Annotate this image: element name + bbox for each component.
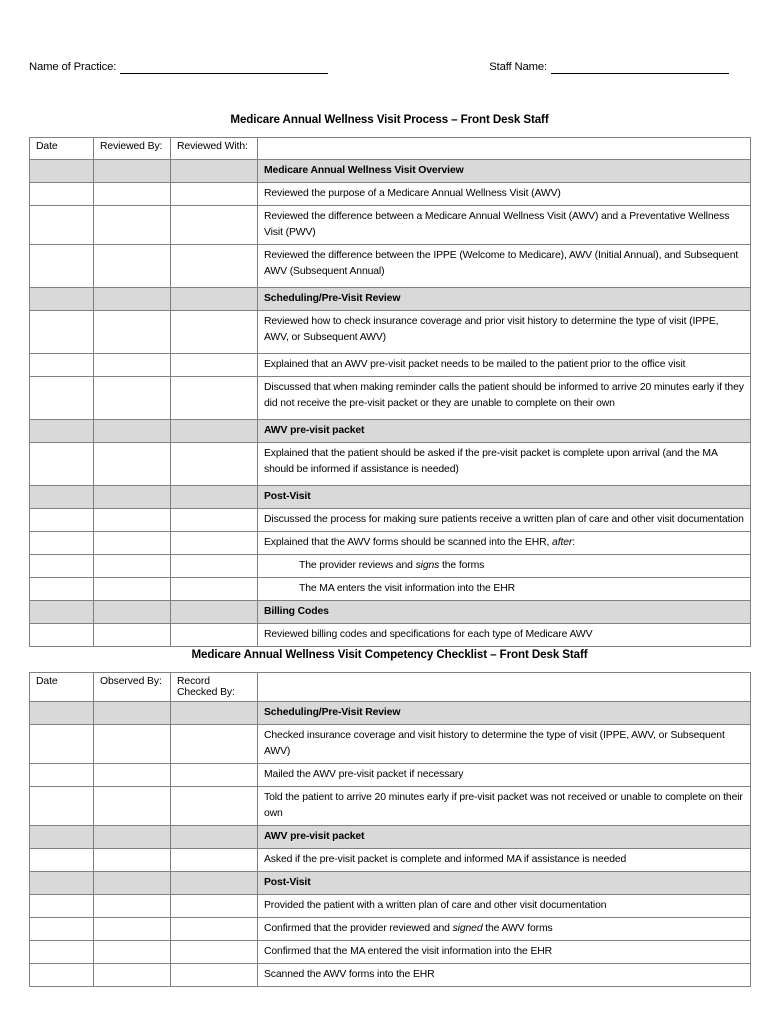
competency-with-cell-9[interactable] xyxy=(171,941,258,964)
competency-date-cell-9[interactable] xyxy=(30,941,94,964)
process-item-text: The MA enters the visit information into the EHR xyxy=(258,578,751,601)
process-by-cell-9[interactable] xyxy=(94,443,171,486)
process-with-cell-13[interactable] xyxy=(171,555,258,578)
identification-line xyxy=(29,60,741,74)
competency-date-cell-3[interactable] xyxy=(30,787,94,826)
competency-date-cell-7[interactable] xyxy=(30,895,94,918)
process-date-cell-16[interactable] xyxy=(30,624,94,647)
competency-column-header-0: Date xyxy=(30,673,94,702)
process-by-cell-14[interactable] xyxy=(94,578,171,601)
process-by-cell-6[interactable] xyxy=(94,354,171,377)
process-item-row xyxy=(30,206,751,245)
competency-table xyxy=(29,672,751,987)
process-item-text: Reviewed billing codes and specifications for each type of Medicare AWV xyxy=(258,624,751,647)
competency-column-header-1: Observed By: xyxy=(94,673,171,702)
competency-item-text: Told the patient to arrive 20 minutes early if pre-visit packet was not received or unable to complete on their own xyxy=(258,787,751,826)
process-date-cell-11[interactable] xyxy=(30,509,94,532)
competency-item-text: Scanned the AWV forms into the EHR xyxy=(258,964,751,987)
competency-table-body xyxy=(30,673,751,987)
process-with-cell-9[interactable] xyxy=(171,443,258,486)
competency-with-cell-10[interactable] xyxy=(171,964,258,987)
process-with-cell-1[interactable] xyxy=(171,183,258,206)
process-item-row xyxy=(30,624,751,647)
competency-item-row xyxy=(30,918,751,941)
process-item-text: Discussed the process for making sure patients receive a written plan of care and other visit documentation xyxy=(258,509,751,532)
competency-section-row xyxy=(30,826,751,849)
process-by-cell-12[interactable] xyxy=(94,532,171,555)
competency-with-cell-1[interactable] xyxy=(171,725,258,764)
competency-item-row xyxy=(30,764,751,787)
competency-date-cell-1[interactable] xyxy=(30,725,94,764)
competency-item-row xyxy=(30,964,751,987)
process-by-cell-11[interactable] xyxy=(94,509,171,532)
competency-item-text: Confirmed that the provider reviewed and signed the AWV forms xyxy=(258,918,751,941)
competency-section-row xyxy=(30,872,751,895)
competency-section-label: Post-Visit xyxy=(258,872,751,895)
process-with-cell-11[interactable] xyxy=(171,509,258,532)
staff-name-field[interactable] xyxy=(489,60,729,74)
process-with-cell-8[interactable] xyxy=(171,420,258,443)
competency-date-cell-0[interactable] xyxy=(30,702,94,725)
process-section-row xyxy=(30,288,751,311)
process-section-row xyxy=(30,160,751,183)
process-by-cell-8[interactable] xyxy=(94,420,171,443)
process-item-row xyxy=(30,245,751,288)
process-section-label: Scheduling/Pre-Visit Review xyxy=(258,288,751,311)
competency-by-cell-2[interactable] xyxy=(94,764,171,787)
process-date-cell-6[interactable] xyxy=(30,354,94,377)
process-column-header-3 xyxy=(258,138,751,160)
competency-section-label: AWV pre-visit packet xyxy=(258,826,751,849)
competency-date-cell-5[interactable] xyxy=(30,849,94,872)
competency-item-text: Confirmed that the MA entered the visit information into the EHR xyxy=(258,941,751,964)
process-date-cell-12[interactable] xyxy=(30,532,94,555)
practice-name-label: Name of Practice: xyxy=(29,61,117,73)
process-date-cell-15[interactable] xyxy=(30,601,94,624)
process-with-cell-3[interactable] xyxy=(171,245,258,288)
process-by-cell-2[interactable] xyxy=(94,206,171,245)
process-item-row xyxy=(30,578,751,601)
competency-item-row xyxy=(30,941,751,964)
process-item-row xyxy=(30,377,751,420)
process-section-row xyxy=(30,420,751,443)
competency-section-label: Scheduling/Pre-Visit Review xyxy=(258,702,751,725)
process-with-cell-2[interactable] xyxy=(171,206,258,245)
process-item-text: Reviewed how to check insurance coverage and prior visit history to determine the type of visit (IPPE, AWV, or Subsequent AWV) xyxy=(258,311,751,354)
process-item-text: Discussed that when making reminder calls the patient should be informed to arrive 20 minutes early if they did not receive the pre-visit packet or they are unable to complete on their own xyxy=(258,377,751,420)
competency-by-cell-1[interactable] xyxy=(94,725,171,764)
process-section-title: Medicare Annual Wellness Visit Process – Front Desk Staff xyxy=(230,113,549,126)
competency-with-cell-4[interactable] xyxy=(171,826,258,849)
process-by-cell-0[interactable] xyxy=(94,160,171,183)
competency-item-text: Checked insurance coverage and visit history to determine the type of visit (IPPE, AWV, or Subsequent AWV) xyxy=(258,725,751,764)
process-section-row xyxy=(30,601,751,624)
process-item-row xyxy=(30,509,751,532)
process-with-cell-4[interactable] xyxy=(171,288,258,311)
process-item-row xyxy=(30,183,751,206)
process-section-row xyxy=(30,486,751,509)
process-date-cell-3[interactable] xyxy=(30,245,94,288)
process-date-cell-2[interactable] xyxy=(30,206,94,245)
process-with-cell-10[interactable] xyxy=(171,486,258,509)
process-by-cell-7[interactable] xyxy=(94,377,171,420)
competency-by-cell-5[interactable] xyxy=(94,849,171,872)
process-with-cell-7[interactable] xyxy=(171,377,258,420)
process-by-cell-3[interactable] xyxy=(94,245,171,288)
process-date-cell-7[interactable] xyxy=(30,377,94,420)
process-item-text: Explained that an AWV pre-visit packet needs to be mailed to the patient prior to the office visit xyxy=(258,354,751,377)
competency-with-cell-7[interactable] xyxy=(171,895,258,918)
competency-by-cell-6[interactable] xyxy=(94,872,171,895)
process-item-text: Reviewed the purpose of a Medicare Annual Wellness Visit (AWV) xyxy=(258,183,751,206)
competency-section-title: Medicare Annual Wellness Visit Competency Checklist – Front Desk Staff xyxy=(191,648,588,661)
process-table xyxy=(29,137,751,647)
competency-with-cell-0[interactable] xyxy=(171,702,258,725)
competency-header-row xyxy=(30,673,751,702)
competency-with-cell-8[interactable] xyxy=(171,918,258,941)
process-date-cell-10[interactable] xyxy=(30,486,94,509)
competency-date-cell-4[interactable] xyxy=(30,826,94,849)
process-section-label: AWV pre-visit packet xyxy=(258,420,751,443)
process-with-cell-6[interactable] xyxy=(171,354,258,377)
staff-name-blank[interactable] xyxy=(551,61,729,74)
process-date-cell-14[interactable] xyxy=(30,578,94,601)
process-date-cell-1[interactable] xyxy=(30,183,94,206)
competency-item-text: Provided the patient with a written plan of care and other visit documentation xyxy=(258,895,751,918)
competency-date-cell-6[interactable] xyxy=(30,872,94,895)
competency-by-cell-4[interactable] xyxy=(94,826,171,849)
competency-column-header-3 xyxy=(258,673,751,702)
process-column-header-0: Date xyxy=(30,138,94,160)
competency-with-cell-6[interactable] xyxy=(171,872,258,895)
competency-date-cell-10[interactable] xyxy=(30,964,94,987)
competency-by-cell-7[interactable] xyxy=(94,895,171,918)
process-item-text: Reviewed the difference between the IPPE (Welcome to Medicare), AWV (Initial Annual), and Subsequent AWV (Subsequent Annual) xyxy=(258,245,751,288)
competency-item-text: Mailed the AWV pre-visit packet if necessary xyxy=(258,764,751,787)
process-column-header-2: Reviewed With: xyxy=(171,138,258,160)
process-section-label: Post-Visit xyxy=(258,486,751,509)
process-item-text: Reviewed the difference between a Medicare Annual Wellness Visit (AWV) and a Preventative Wellness Visit (PWV) xyxy=(258,206,751,245)
process-item-row xyxy=(30,443,751,486)
staff-name-label: Staff Name: xyxy=(489,61,547,73)
process-date-cell-9[interactable] xyxy=(30,443,94,486)
competency-column-header-2: Record Checked By: xyxy=(171,673,258,702)
process-item-text: Explained that the AWV forms should be scanned into the EHR, after: xyxy=(258,532,751,555)
process-date-cell-5[interactable] xyxy=(30,311,94,354)
process-section-label: Billing Codes xyxy=(258,601,751,624)
process-item-row xyxy=(30,555,751,578)
process-by-cell-10[interactable] xyxy=(94,486,171,509)
competency-item-row xyxy=(30,725,751,764)
competency-by-cell-0[interactable] xyxy=(94,702,171,725)
process-date-cell-8[interactable] xyxy=(30,420,94,443)
competency-date-cell-2[interactable] xyxy=(30,764,94,787)
competency-with-cell-3[interactable] xyxy=(171,787,258,826)
competency-by-cell-8[interactable] xyxy=(94,918,171,941)
process-section-label: Medicare Annual Wellness Visit Overview xyxy=(258,160,751,183)
process-item-row xyxy=(30,311,751,354)
process-with-cell-5[interactable] xyxy=(171,311,258,354)
process-date-cell-4[interactable] xyxy=(30,288,94,311)
process-table-body xyxy=(30,138,751,647)
process-by-cell-1[interactable] xyxy=(94,183,171,206)
competency-section-row xyxy=(30,702,751,725)
process-item-text: Explained that the patient should be asked if the pre-visit packet is complete upon arrival (and the MA should be informed if assistance is needed) xyxy=(258,443,751,486)
process-with-cell-15[interactable] xyxy=(171,601,258,624)
competency-date-cell-8[interactable] xyxy=(30,918,94,941)
process-by-cell-13[interactable] xyxy=(94,555,171,578)
process-by-cell-5[interactable] xyxy=(94,311,171,354)
competency-item-row xyxy=(30,849,751,872)
process-date-cell-13[interactable] xyxy=(30,555,94,578)
competency-item-row xyxy=(30,895,751,918)
process-with-cell-16[interactable] xyxy=(171,624,258,647)
competency-by-cell-9[interactable] xyxy=(94,941,171,964)
process-date-cell-0[interactable] xyxy=(30,160,94,183)
process-by-cell-4[interactable] xyxy=(94,288,171,311)
competency-with-cell-2[interactable] xyxy=(171,764,258,787)
competency-item-row xyxy=(30,787,751,826)
competency-by-cell-10[interactable] xyxy=(94,964,171,987)
process-header-row xyxy=(30,138,751,160)
practice-name-blank[interactable] xyxy=(120,61,328,74)
process-by-cell-15[interactable] xyxy=(94,601,171,624)
process-with-cell-0[interactable] xyxy=(171,160,258,183)
competency-item-text: Asked if the pre-visit packet is complete and informed MA if assistance is needed xyxy=(258,849,751,872)
process-item-row xyxy=(30,532,751,555)
process-item-row xyxy=(30,354,751,377)
process-column-header-1: Reviewed By: xyxy=(94,138,171,160)
process-by-cell-16[interactable] xyxy=(94,624,171,647)
competency-by-cell-3[interactable] xyxy=(94,787,171,826)
practice-name-field[interactable] xyxy=(29,60,328,74)
process-item-text: The provider reviews and signs the forms xyxy=(258,555,751,578)
competency-with-cell-5[interactable] xyxy=(171,849,258,872)
process-with-cell-12[interactable] xyxy=(171,532,258,555)
process-with-cell-14[interactable] xyxy=(171,578,258,601)
